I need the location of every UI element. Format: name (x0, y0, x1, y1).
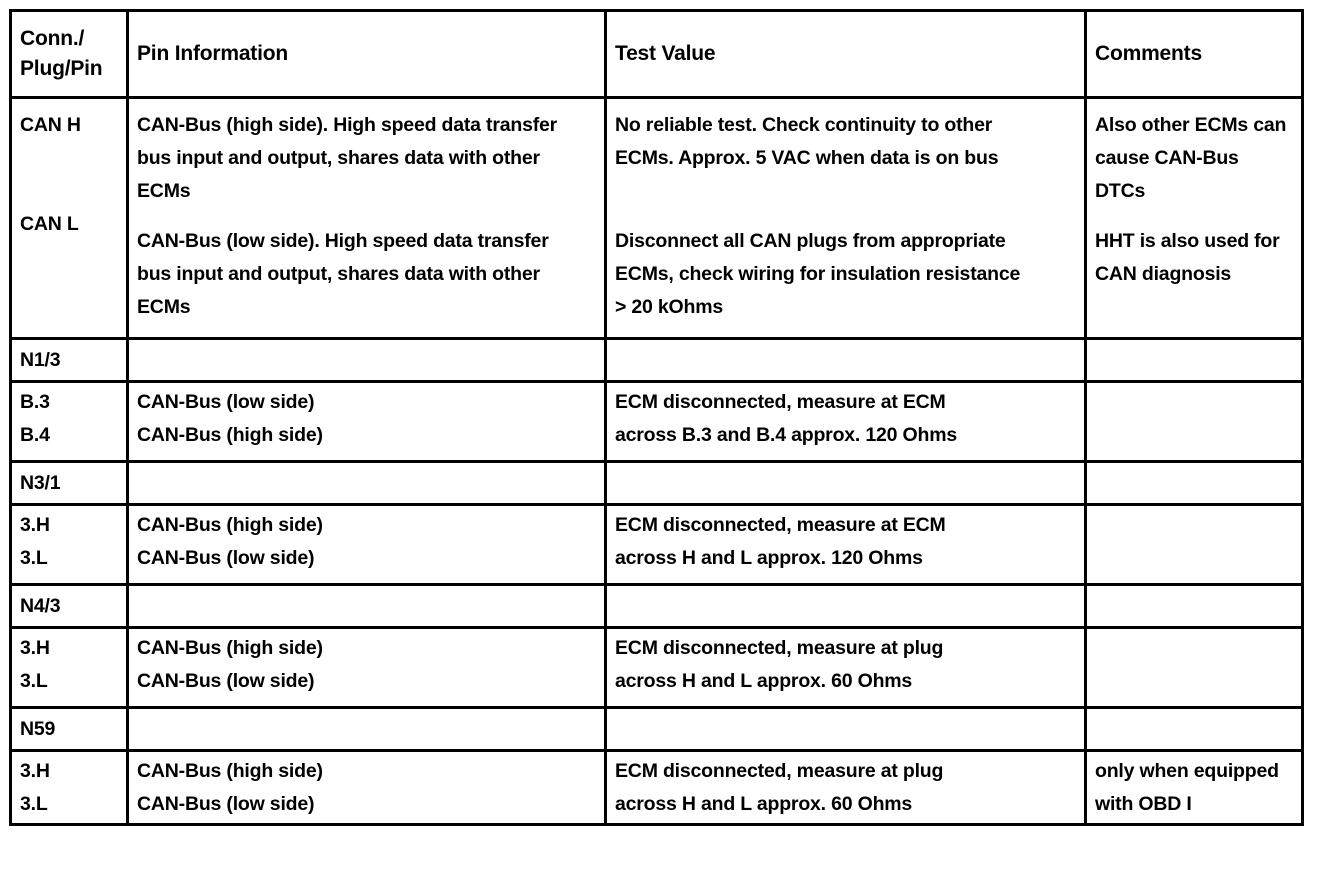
empty-cell (606, 462, 1086, 505)
header-comments: Comments (1086, 11, 1303, 98)
table-row-n1-3-pins (11, 382, 1303, 462)
pin-info-cell: CAN-Bus (high side) CAN-Bus (low side) (128, 751, 606, 825)
table-row-connector-n3-1 (11, 462, 1303, 505)
connector-label: N1/3 (11, 339, 128, 382)
empty-cell (606, 339, 1086, 382)
pin-can-h: CAN H (20, 114, 81, 136)
table-row-connector-n4-3 (11, 585, 1303, 628)
test-value-can-l: Disconnect all CAN plugs from appropriate ECMs, check wiring for insulation resistance > 20 kOhms (615, 230, 1021, 318)
comments-cell (1086, 628, 1303, 708)
test-value-can-h: No reliable test. Check continuity to other ECMs. Approx. 5 VAC when data is on bus (615, 114, 999, 169)
connector-label: N59 (11, 708, 128, 751)
pin-info-can-l: CAN-Bus (low side). High speed data transfer bus input and output, shares data with other ECMs (137, 230, 549, 318)
pin-cell (11, 98, 128, 339)
empty-cell (606, 708, 1086, 751)
pin-info-cell: CAN-Bus (high side) CAN-Bus (low side) (128, 628, 606, 708)
comments-cell (1086, 505, 1303, 585)
comments-cell (1086, 98, 1303, 339)
empty-cell (1086, 462, 1303, 505)
empty-cell (128, 708, 606, 751)
pin-info-can-h: CAN-Bus (high side). High speed data transfer bus input and output, shares data with other ECMs (137, 114, 558, 202)
empty-cell (606, 585, 1086, 628)
pin-info-cell (128, 98, 606, 339)
table-row-can-bus (11, 98, 1303, 339)
pin-cell: 3.H 3.L (11, 628, 128, 708)
connector-label: N3/1 (11, 462, 128, 505)
empty-cell (128, 462, 606, 505)
empty-cell (128, 339, 606, 382)
table-row-n4-3-pins (11, 628, 1303, 708)
table-row-connector-n1-3 (11, 339, 1303, 382)
empty-cell (1086, 585, 1303, 628)
comments-cell (1086, 382, 1303, 462)
table-row-connector-n59 (11, 708, 1303, 751)
pin-info-cell: CAN-Bus (low side) CAN-Bus (high side) (128, 382, 606, 462)
empty-cell (128, 585, 606, 628)
connector-label: N4/3 (11, 585, 128, 628)
pin-cell: B.3 B.4 (11, 382, 128, 462)
comments-cell: only when equipped with OBD I (1086, 751, 1303, 825)
empty-cell (1086, 708, 1303, 751)
pin-cell: 3.H 3.L (11, 751, 128, 825)
header-conn-plug-pin: Conn./ Plug/Pin (11, 11, 128, 98)
table-header-row (11, 11, 1303, 98)
empty-cell (1086, 339, 1303, 382)
pin-can-l: CAN L (20, 213, 79, 235)
test-value-cell (606, 98, 1086, 339)
comment-can-h: Also other ECMs can cause CAN-Bus DTCs (1095, 114, 1287, 202)
table-row-n3-1-pins (11, 505, 1303, 585)
table-row-n59-pins (11, 751, 1303, 825)
comment-can-l: HHT is also used for CAN diagnosis (1095, 230, 1280, 285)
pin-cell: 3.H 3.L (11, 505, 128, 585)
test-value-cell: ECM disconnected, measure at ECM across H and L approx. 120 Ohms (606, 505, 1086, 585)
pin-information-table (9, 9, 1304, 826)
header-test-value: Test Value (606, 11, 1086, 98)
test-value-cell: ECM disconnected, measure at plug across H and L approx. 60 Ohms (606, 628, 1086, 708)
pin-info-cell: CAN-Bus (high side) CAN-Bus (low side) (128, 505, 606, 585)
test-value-cell: ECM disconnected, measure at ECM across B.3 and B.4 approx. 120 Ohms (606, 382, 1086, 462)
header-pin-information: Pin Information (128, 11, 606, 98)
test-value-cell: ECM disconnected, measure at plug across H and L approx. 60 Ohms (606, 751, 1086, 825)
